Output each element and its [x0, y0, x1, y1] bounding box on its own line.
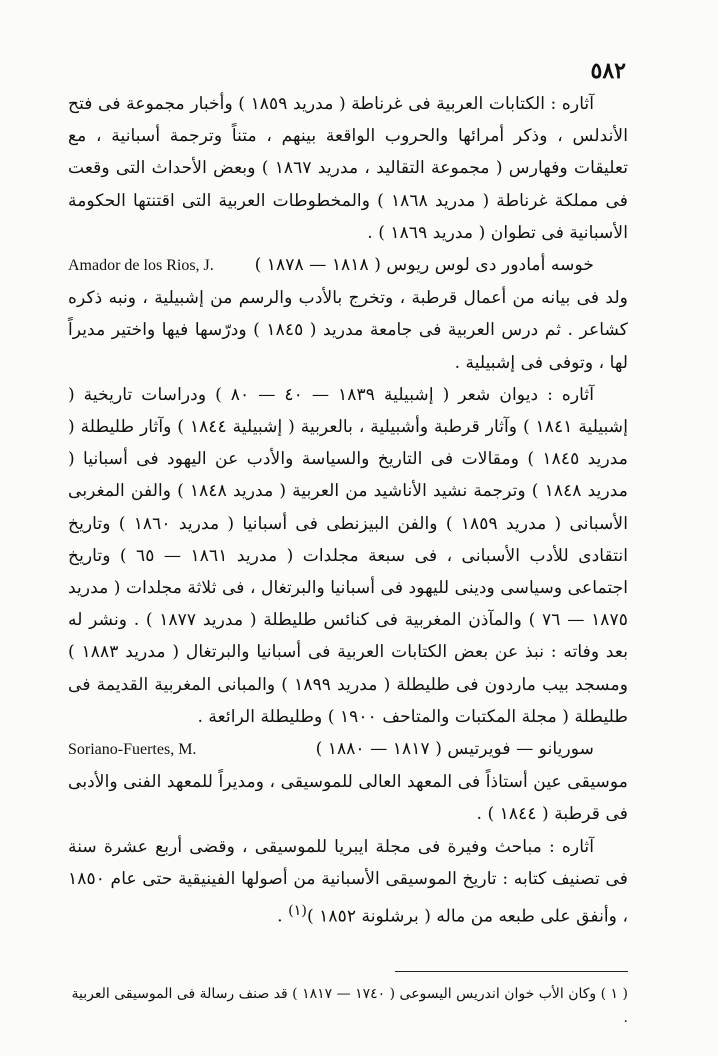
latin-name-amador: Amador de los Rios, J.: [68, 257, 214, 275]
bio-paragraph-amador: ولد فى بيانه من أعمال قرطبة ، وتخرج بالأدب والرسم من إشبيلية ، ونبه ذكره كشاعر . ثم درس العربية فى جامعة مدريد ( ١٨٤٥ ) ودرّسها فيها واختير مديراً لها ، وتوفى فى إشبيلية .: [68, 288, 628, 373]
arabic-name-amador: خوسه أمادور دى لوس ريوس ( ١٨١٨ — ١٨٧٨ ): [254, 255, 594, 276]
latin-name-soriano: Soriano-Fuertes, M.: [68, 741, 197, 759]
works-paragraph-1: آثاره : الكتابات العربية فى غرناطة ( مدريد ١٨٥٩ ) وأخبار مجموعة فى فتح الأندلس ، وذكر أمرائها والحروب الواقعة بينهم ، متناً وترجمة أسبانية ، مع تعليقات وفهارس ( مجموعة التقاليد ، مدريد ١٨٦٧ ) وبعض الأحداث التى وقعت فى مملكة غرناطة ( مدريد ١٨٦٨ ) والمخطوطات العربية التى اقتنتها الحكومة الأسبانية فى تطوان ( مدريد ١٨٦٩ ) .: [68, 94, 629, 243]
footnote: ( ١ ) وكان الأب خوان اندريس اليسوعى ( ١٧٤٠ — ١٨١٧ ) قد صنف رسالة فى الموسيقى العربية .: [71, 986, 628, 1026]
page-number: ٥٨٢: [590, 58, 626, 84]
entry-heading-soriano: [68, 733, 628, 766]
entry-heading-amador: [68, 249, 628, 282]
works-paragraph-amador: آثاره : ديوان شعر ( إشبيلية ١٨٣٩ — ٤٠ — ٨٠ ) ودراسات تاريخية ( إشبيلية ١٨٤١ ) وآثار قرطبة وأشبيلية ، بالعربية ( إشبيلية ١٨٤٤ ) وآثار طليطلة ( مدريد ١٨٤٥ ) ومقالات فى التاريخ والسياسة والأدب عن اليهود فى أسبانيا ( مدريد ١٨٤٨ ) وترجمة نشيد الأناشيد من العربية ( مدريد ١٨٤٨ ) والفن المغربى الأسبانى ( مدريد ١٨٥٩ ) والفن البيزنطى فى أسبانيا ( مدريد ١٨٦٠ ) وتاريخ انتقادى للأدب الأسبانى ، فى سبعة مجلدات ( مدريد ١٨٦١ — ٦٥ ) وتاريخ اجتماعى وسياسى ودينى لليهود فى أسبانيا والبرتغال ، فى ثلاثة مجلدات ( مدريد ١٨٧٥ — ٧٦ ) والمآذن المغربية فى كنائس طليطلة ( مدريد ١٨٧٧ ) . ونشر له بعد وفاته : نبذ عن بعض الكتابات العربية فى أسبانيا والبرتغال ( مدريد ١٨٨٣ ) ومسجد بيب ماردون فى طليطلة ( مدريد ١٨٩٩ ) والمبانى المغربية القديمة فى طليطلة ( مجلة المكتبات والمتاحف ١٩٠٠ ) وطليطلة الرائعة .: [68, 384, 629, 727]
works-text-soriano: آثاره : مباحث وفيرة فى مجلة ايبريا للموسيقى ، وقضى أربع عشرة سنة فى تصنيف كتابه : تاريخ الموسيقى الأسبانية من أصولها الفينيقية حتى عام ١٨٥٠ ، وأنفق على طبعه من ماله ( برشلونة ١٨٥٢ ): [68, 836, 628, 927]
main-text: [68, 88, 628, 933]
bio-paragraph-soriano: موسيقى عين أستاذاً فى المعهد العالى للموسيقى ، ومديراً للمعهد الفنى والأدبى فى قرطبة ( ١٨٤٤ ) .: [68, 772, 628, 825]
paragraph-end: .: [277, 906, 289, 927]
footnote-divider: [395, 971, 628, 972]
works-paragraph-soriano: [68, 831, 628, 933]
footnote-marker: (١): [288, 903, 307, 920]
arabic-name-soriano: سوريانو — فويرتيس ( ١٨١٧ — ١٨٨٠ ): [315, 739, 594, 760]
